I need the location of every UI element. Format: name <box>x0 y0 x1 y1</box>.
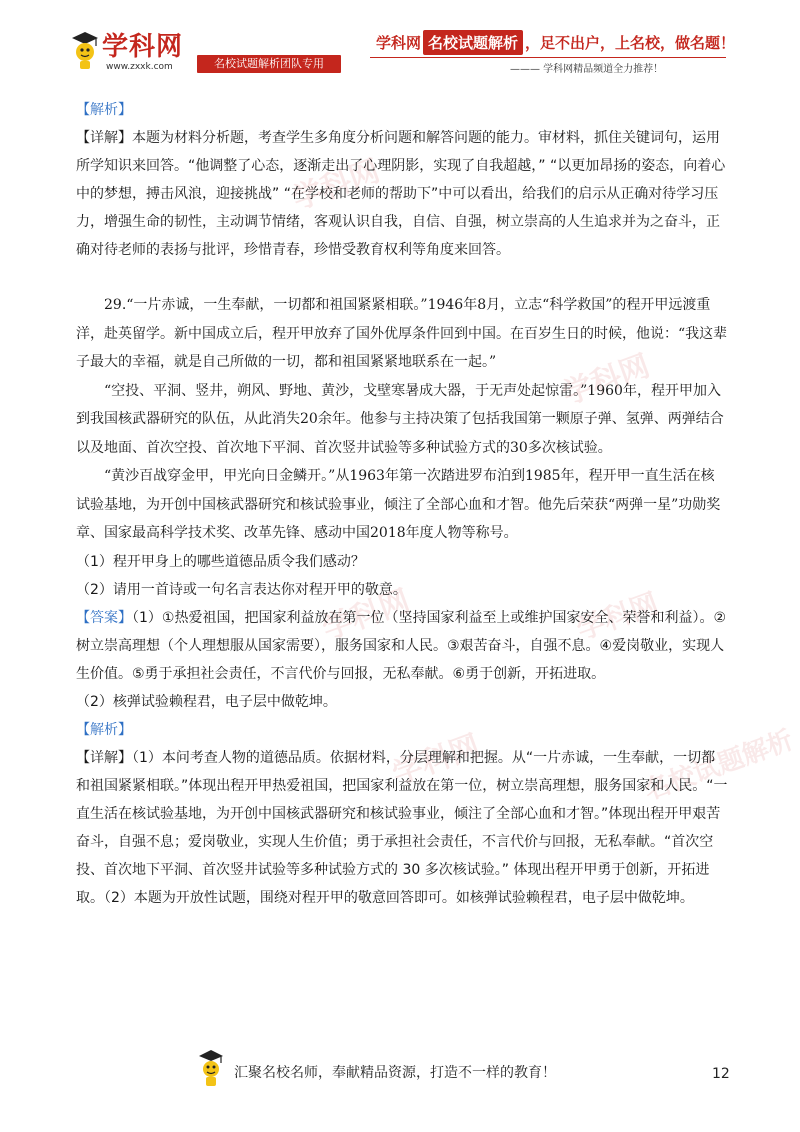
question-paragraph: “空投、平洞、竖井，朔风、野地、黄沙，戈壁寒暑成大器，于无声处起惊雷。”1960年，程开甲加入到我国核武器研究的队伍，从此消失20余年。他参与主持决策了包括我国第一颗原子弹、氢弹、两弹结合以及地面、首次空投、首次地下平洞、首次竖井试验等多种试验方式的30多次核试验。 <box>76 382 724 456</box>
answer-part-1: （1）①热爱祖国，把国家利益放在第一位（坚持国家利益至上或维护国家安全、荣誉和利益）。②树立崇高理想（个人理想服从国家需要），服务国家和人民。③艰苦奋斗，自强不息。④爱岗敬业，实现人生价值。⑤勇于承担社会责任，不言代价与回报，无私奉献。⑥勇于创新，开拓进取。 <box>76 609 727 682</box>
page-header <box>0 0 800 88</box>
analysis-heading <box>76 96 728 124</box>
watermark: 学科网 <box>557 348 655 413</box>
graduate-mascot-icon <box>196 1048 226 1088</box>
question-paragraph: 29.“一片赤诚，一生奉献，一切都和祖国紧紧相联。”1946年8月，立志“科学救国”的程开甲远渡重洋，赴英留学。新中国成立后，程开甲放弃了国外优厚条件回到中国。在百岁生日的时候，他说：“我这辈子最大的幸福，就是自己所做的一切，都和祖国紧紧地联系在一起。” <box>76 297 728 370</box>
answer-part-2: （2）核弹试验赖程君，电子层中做乾坤。 <box>76 693 337 710</box>
zxxk-logo <box>68 26 208 78</box>
sub-question-1: （1）程开甲身上的哪些道德品质令我们感动？ <box>76 553 365 570</box>
page-number: 12 <box>712 1066 730 1082</box>
header-recommend: ——— 学科网精品频道全力推荐！ <box>510 64 664 75</box>
team-badge: 名校试题解析团队专用 <box>197 55 341 73</box>
watermark: 学科网 <box>317 583 415 648</box>
detail-paragraph <box>76 744 728 912</box>
slogan-brand: 学科网 <box>376 34 422 52</box>
detail-tag: 【详解】 <box>76 130 132 146</box>
graduate-mascot-icon <box>68 30 102 70</box>
analysis-heading <box>76 716 728 744</box>
sub-question-2: （2）请用一首诗或一句名言表达你对程开甲的敬意。 <box>76 581 407 598</box>
header-slogan <box>376 30 735 58</box>
logo-url: www.zxxk.com <box>106 62 173 72</box>
analysis-tag: 【解析】 <box>76 721 132 738</box>
watermark: 名校试题解析 <box>640 725 798 807</box>
answer-tag: 【答案】 <box>76 609 132 626</box>
document-body <box>76 96 728 912</box>
slogan-highlight: 名校试题解析 <box>423 30 523 55</box>
page-footer <box>0 1040 800 1100</box>
question-paragraph: “黄沙百战穿金甲，甲光向日金鳞开。”从1963年第一次踏进罗布泊到1985年，程开甲一直生活在核试验基地，为开创中国核武器研究和核试验事业，倾注了全部心血和才智。他先后荣获“两弹一星”功勋奖章、国家最高科学技术奖、改革先锋、感动中国2018年度人物等称号。 <box>76 468 721 541</box>
watermark: 学科网 <box>287 153 385 218</box>
watermark: 学科网 <box>572 586 663 647</box>
answer-paragraph <box>76 604 728 688</box>
logo-text: 学科网 <box>102 32 184 62</box>
slogan-tail: ，足不出户，上名校，做名题！ <box>525 34 736 52</box>
analysis-tag: 【解析】 <box>76 102 132 118</box>
watermark: 学科网 <box>387 728 485 793</box>
detail-tag: 【详解】 <box>76 749 132 766</box>
question-29 <box>76 291 728 548</box>
header-divider <box>370 57 726 58</box>
spacer <box>76 264 728 291</box>
detail-paragraph <box>76 124 728 264</box>
detail-text: 本题为材料分析题，考查学生多角度分析问题和解答问题的能力。审材料，抓住关键词句，运用所学知识来回答。“他调整了心态，逐渐走出了心理阴影，实现了自我超越，” “以更加昂扬的姿态，向着心中的梦想，搏击风浪，迎接挑战” “在学校和老师的帮助下”中可以看出，给我们的启示从正确对待学习压力，增强生命的韧性，主动调节情绪，客观认识自我，自信、自强，树立崇高的人生追求并为之奋斗，正确对待老师的表扬与批评，珍惜青春，珍惜受教育权利等角度来回答。 <box>76 130 726 258</box>
footer-slogan: 汇聚名校名师，奉献精品资源，打造不一样的教育！ <box>234 1065 556 1081</box>
detail-text: （1）本问考查人物的道德品质。依据材料，分层理解和把握。从“一片赤诚，一生奉献，一切都和祖国紧紧相联。”体现出程开甲热爱祖国，把国家利益放在第一位，树立崇高理想，服务国家和人民。“一直生活在核试验基地，为开创中国核武器研究和核试验事业，倾注了全部心血和才智。”体现出程开甲艰苦奋斗，自强不息；爱岗敬业，实现人生价值；勇于承担社会责任，不言代价与回报，无私奉献。“首次空投、首次地下平洞、首次竖井试验等多种试验方式的 30 多次核试验。” 体现出程开甲勇于创新，开拓进取。（2）本题为开放性试题，围绕对程开甲的敬意回答即可。如核弹试验赖程君，电子层中做乾坤。 <box>76 749 728 906</box>
